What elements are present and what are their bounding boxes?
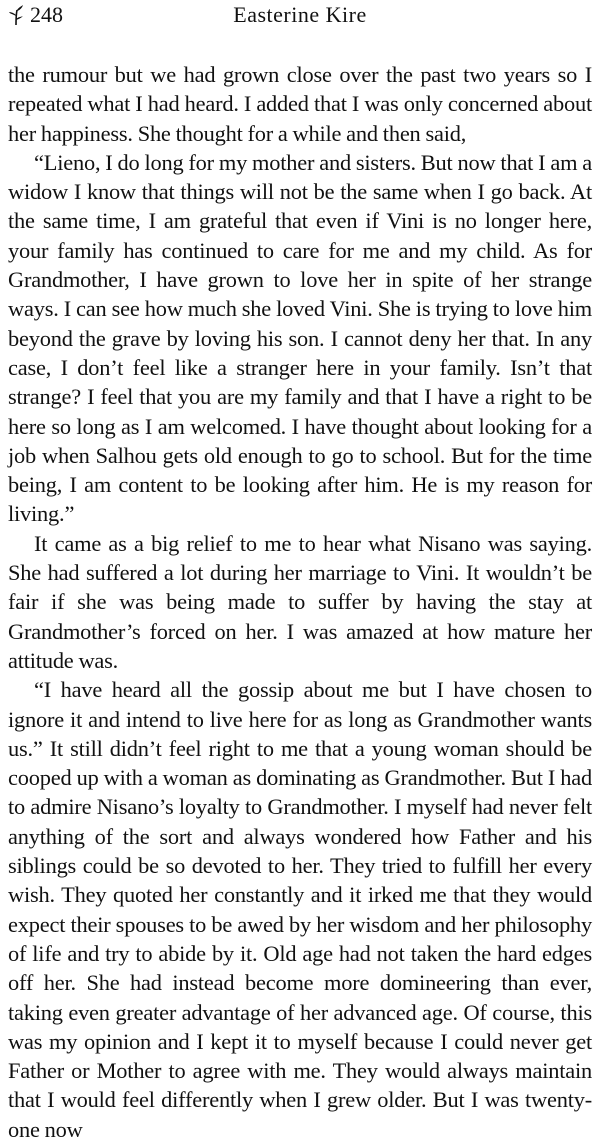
running-head-author: Easterine Kire — [233, 2, 367, 27]
body-text — [8, 60, 592, 1144]
book-page — [8, 0, 592, 1142]
paragraph: the rumour but we had grown close over the past two years so I repeated what I had heard. I added that I was only concerned about her happiness. She thought for a while and then said, — [8, 62, 592, 146]
page-number: 248 — [30, 2, 63, 27]
paragraph: “Lieno, I do long for my mother and sisters. But now that I am a widow I know that things will not be the same when I go back. At the same time, I am grateful that even if Vini is no longer here, your family has continued to care for me and my child. As for Grandmother, I have grown to love her in spite of her strange ways. I can see how much she loved Vini. She is trying to love him beyond the grave by loving his son. I cannot deny her that. In any case, I don’t feel like a stranger here in your family. Isn’t that strange? I feel that you are my family and that I have a right to be here so long as I am welcomed. I have thought about looking for a job when Salhou gets old enough to go to school. But for the time being, I am content to be looking after him. He is my reason for living.” — [8, 149, 592, 527]
running-header — [8, 0, 592, 30]
paragraph: “I have heard all the gossip about me but I have chosen to ignore it and intend to live here for as long as Grandmother wants us.” It still didn’t feel right to me that a young woman should be cooped up with a woman as dominating as Grandmother. But I had to admire Nisano’s loyalty to Grandmother. I myself had never felt anything of the sort and always wondered how Father and his siblings could be so devoted to her. They tried to fulfill her every wish. They quoted her constantly and it irked me that they would expect their spouses to be awed by her wisdom and her philosophy of life and try to abide by it. Old age had not taken the hard edges off her. She had instead become more domineering than ever, taking even greater advantage of her advanced age. Of course, this was my opinion and I kept it to myself because I could never get Father or Mother to agree with me. They would always maintain that I would feel differently when I grew older. But I was twenty-one now — [8, 677, 592, 1142]
paragraph: It came as a big relief to me to hear what Nisano was saying. She had suffered a lot during her marriage to Vini. It wouldn’t be fair if she was being made to suffer by having the stay at Grandmother’s forced on her. I was amazed at how mature her attitude was. — [8, 530, 592, 673]
